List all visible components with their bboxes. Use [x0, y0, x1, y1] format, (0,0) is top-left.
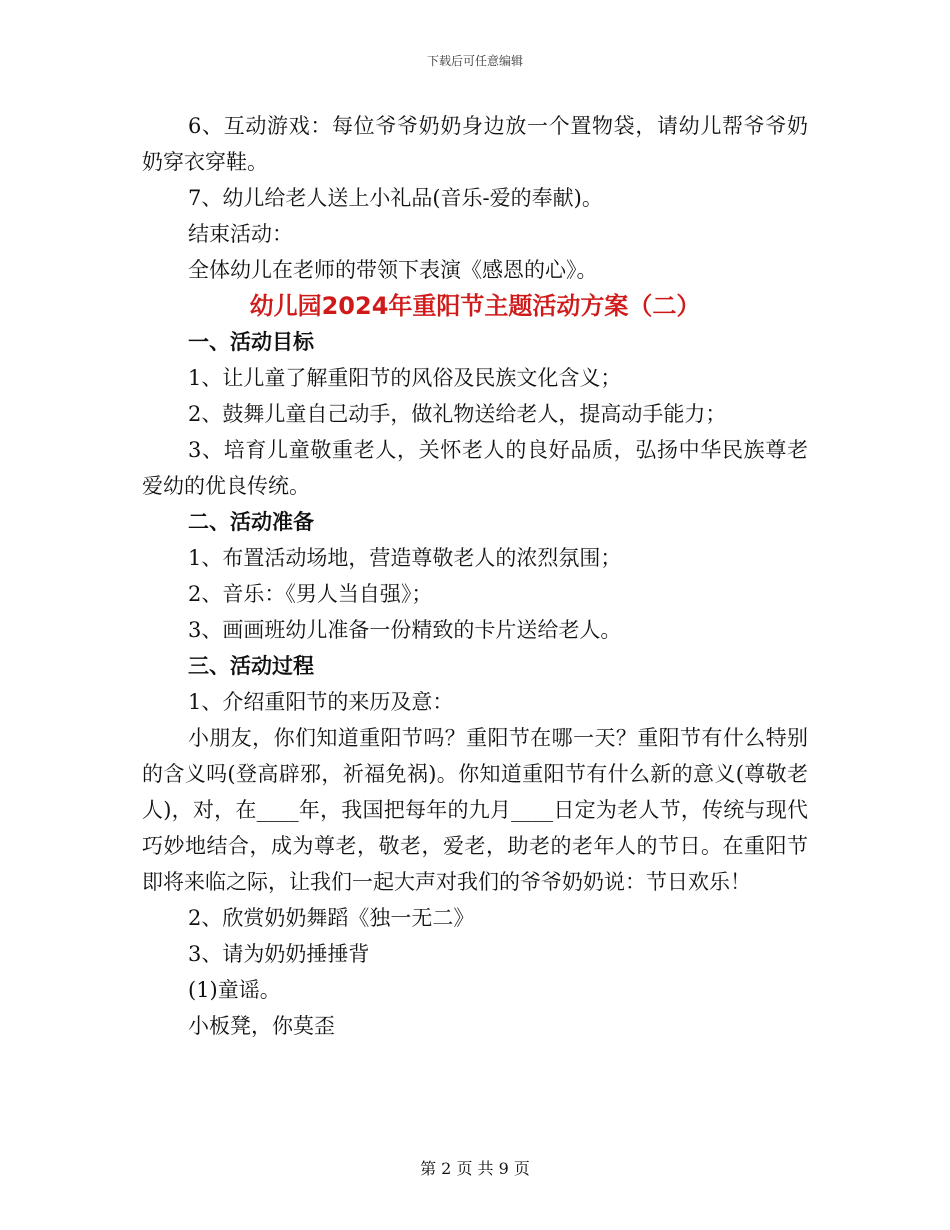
heading-activity-goals: 一、活动目标 [188, 329, 314, 354]
goal-item-2: 2、鼓舞儿童自己动手，做礼物送给老人，提高动手能力； [188, 402, 727, 426]
paragraph-performance: 全体幼儿在老师的带领下表演《感恩的心》。 [188, 258, 598, 282]
page-number: 第 2 页 共 9 页 [420, 1159, 530, 1178]
rhyme-line: 小板凳，你莫歪 [188, 1014, 335, 1038]
heading-activity-preparation: 二、活动准备 [188, 509, 314, 534]
heading-activity-process: 三、活动过程 [188, 653, 314, 678]
process-item-3: 3、请为奶奶捶捶背 [188, 942, 370, 966]
paragraph-closing-activity: 结束活动： [188, 222, 293, 246]
page-header-note: 下载后可任意编辑 [426, 54, 523, 68]
document-body [142, 108, 808, 1044]
section-title: 幼儿园2024年重阳节主题活动方案（二） [249, 292, 701, 320]
goal-item-3: 3、培育儿童敬重老人，关怀老人的良好品质，弘扬中华民族尊老爱幼的优良传统。 [142, 438, 808, 498]
process-item-1: 1、介绍重阳节的来历及意： [188, 690, 454, 714]
paragraph-interactive-game: 6、互动游戏：每位爷爷奶奶身边放一个置物袋，请幼儿帮爷爷奶奶穿衣穿鞋。 [142, 114, 808, 174]
goal-item-1: 1、让儿童了解重阳节的风俗及民族文化含义； [188, 366, 622, 390]
prep-item-1: 1、布置活动场地，营造尊敬老人的浓烈氛围； [188, 546, 622, 570]
process-intro-paragraph: 小朋友，你们知道重阳节吗？重阳节在哪一天？重阳节有什么特别的含义吗(登高辟邪，祈福免祸)。你知道重阳节有什么新的意义(尊敬老人)，对，在____年，我国把每年的九月____日定为老人节，传统与现代巧妙地结合，成为尊老，敬老，爱老，助老的老年人的节日。在重阳节即将来临之际，让我们一起大声对我们的爷爷奶奶说：节日欢乐！ [142, 726, 808, 894]
paragraph-gifts: 7、幼儿给老人送上小礼品(音乐-爱的奉献)。 [188, 186, 603, 210]
prep-item-3: 3、画画班幼儿准备一份精致的卡片送给老人。 [188, 618, 622, 642]
process-subitem-1: (1)童谣。 [188, 978, 281, 1002]
process-item-2: 2、欣赏奶奶舞蹈《独一无二》 [188, 906, 475, 930]
prep-item-2: 2、音乐：《男人当自强》； [188, 582, 433, 606]
